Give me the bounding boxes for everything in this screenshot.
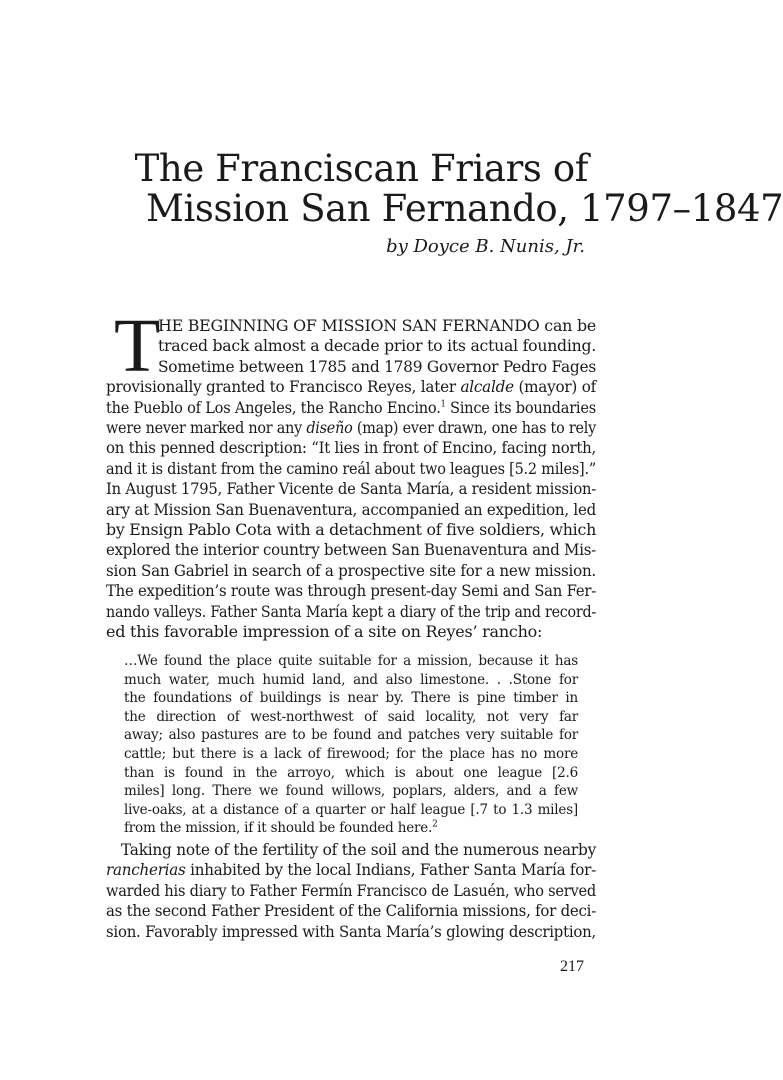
drop-cap: T: [114, 304, 161, 388]
body-line: and it is distant from the camino reál about two leagues [5.2 miles].”: [106, 458, 596, 478]
body-line: by Ensign Pablo Cota with a detachment of five soldiers, which: [106, 520, 596, 539]
quote-line: the foundations of buildings is near by. There is pine timber in: [124, 690, 578, 707]
body-line: ary at Mission San Buenaventura, accompanied an expedition, led: [106, 499, 596, 519]
body-line: explored the interior country between San Buenaventura and Mis-: [106, 540, 596, 560]
body-line: In August 1795, Father Vicente de Santa María, a resident mission-: [106, 479, 596, 499]
body-line: The expedition’s route was through present-day Semi and San Fer-: [106, 581, 596, 601]
body-line: Taking note of the fertility of the soil and the numerous nearby: [121, 840, 596, 859]
quote-line: …We found the place quite suitable for a mission, because it has: [124, 653, 578, 669]
quote-line: away; also pastures are to be found and patches very suitable for: [124, 727, 578, 744]
body-line: provisionally granted to Francisco Reyes, later alcalde (mayor) of: [106, 377, 596, 397]
body-line: were never marked nor any diseño (map) ever drawn, one has to rely: [106, 418, 596, 437]
body-line: sion. Favorably impressed with Santa María’s glowing description,: [106, 921, 596, 941]
quote-line: miles] long. There we found willows, poplars, alders, and a few: [124, 783, 578, 800]
body-line: Sometime between 1785 and 1789 Governor Pedro Fages: [158, 356, 596, 376]
body-line: sion San Gabriel in search of a prospective site for a new mission.: [106, 560, 596, 580]
body-line: warded his diary to Father Fermín Francisco de Lasuén, who served: [106, 880, 596, 900]
body-line: ed this favorable impression of a site on Reyes’ rancho:: [106, 622, 543, 641]
body-line: nando valleys. Father Santa María kept a diary of the trip and record-: [106, 601, 596, 621]
page-number: 217: [560, 958, 584, 975]
body-line: as the second Father President of the California missions, for deci-: [106, 901, 596, 921]
quote-line: cattle; but there is a lack of firewood; for the place has no more: [124, 746, 578, 762]
quote-line: than is found in the arroyo, which is about one league [2.6: [124, 764, 578, 781]
body-line: HE BEGINNING OF MISSION SAN FERNANDO can be: [158, 316, 596, 335]
quote-line: much water, much humid land, and also limestone. . .Stone for: [124, 671, 578, 688]
article-title-line-2: Mission San Fernando, 1797–1847: [146, 187, 783, 230]
article-title-line-1: The Franciscan Friars of: [134, 147, 588, 190]
body-line: on this penned description: “It lies in front of Encino, facing north,: [106, 438, 596, 458]
quote-line: from the mission, if it should be founded here.$^2$: [124, 819, 438, 837]
body-line: the Pueblo of Los Angeles, the Rancho Encino.$^1$ Since its boundaries: [106, 397, 596, 417]
body-line: rancherias inhabited by the local Indians, Father Santa María for-: [106, 860, 596, 880]
body-line: traced back almost a decade prior to its actual founding.: [158, 336, 596, 356]
quote-line: live-oaks, at a distance of a quarter or half league [.7 to 1.3 miles]: [124, 801, 578, 818]
article-byline: by Doyce B. Nunis, Jr.: [386, 236, 585, 257]
quote-line: the direction of west-northwest of said locality, not very far: [124, 708, 578, 725]
